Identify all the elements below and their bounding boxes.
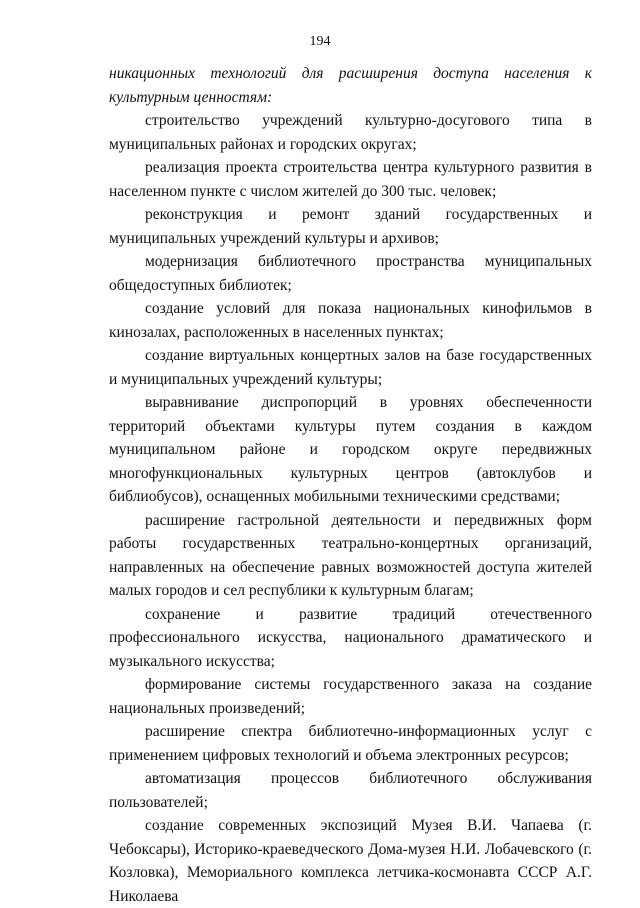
list-item: строительство учреждений культурно-досугового типа в муниципальных районах и городских округах; bbox=[109, 112, 592, 153]
list-item: модернизация библиотечного пространства муниципальных общедоступных библиотек; bbox=[109, 253, 592, 294]
list-item: расширение спектра библиотечно-информационных услуг с применением цифровых технологий и объема электронных ресурсов; bbox=[109, 723, 592, 764]
list-item: реализация проекта строительства центра культурного развития в населенном пункте с числом жителей до 300 тыс. человек; bbox=[109, 159, 592, 200]
list-item: сохранение и развитие традиций отечественного профессионального искусства, национального драматического и музыкального искусства; bbox=[109, 605, 592, 670]
list-item: создание виртуальных концертных залов на базе государственных и муниципальных учреждений культуры; bbox=[109, 347, 592, 388]
list-item: создание современных экспозиций Музея В.И. Чапаева (г. Чебоксары), Историко-краеведческого Дома-музея Н.И. Лобачевского (г. Козловка), Мемориального комплекса летчика-космонавта СССР А.Г. Николаева bbox=[109, 817, 592, 905]
list-item: создание условий для показа национальных кинофильмов в кинозалах, расположенных в населенных пунктах; bbox=[109, 300, 592, 341]
intro-paragraph: никационных технологий для расширения доступа населения к культурным ценностям: bbox=[109, 65, 592, 106]
list-item: расширение гастрольной деятельности и передвижных форм работы государственных театрально-концертных организаций, направленных на обеспечение равных возможностей доступа жителей малых городов и сел республики к культурным благам; bbox=[109, 511, 592, 599]
list-item: автоматизация процессов библиотечного обслуживания пользователей; bbox=[109, 770, 592, 811]
list-item: реконструкция и ремонт зданий государственных и муниципальных учреждений культуры и архивов; bbox=[109, 206, 592, 247]
list-item: формирование системы государственного заказа на создание национальных произведений; bbox=[109, 676, 592, 717]
list-item: выравнивание диспропорций в уровнях обеспеченности территорий объектами культуры путем создания в каждом муниципальном районе и городском округе передвижных многофункциональных культурных центров (автоклубов и библиобусов), оснащенных мобильными техническими средствами; bbox=[109, 394, 592, 505]
page-number: 194 bbox=[309, 34, 331, 49]
page-content bbox=[109, 62, 592, 908]
